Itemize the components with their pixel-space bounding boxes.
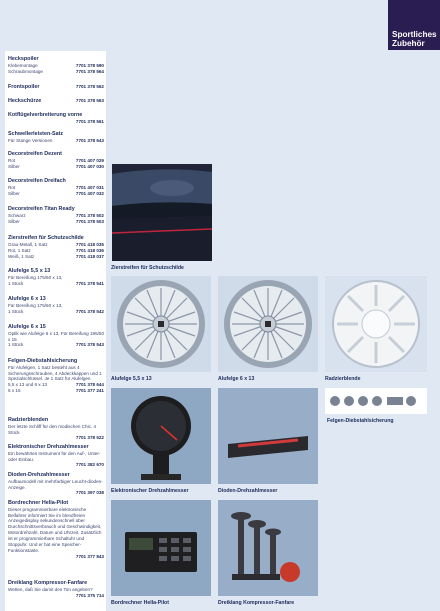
list-row: 1 Stück 7701 378 542: [8, 308, 104, 314]
category-title-line1: Sportliches: [392, 30, 437, 39]
list-row: Rot, 1 Satz 7701 418 036: [8, 247, 104, 253]
list-row: 1 Stück 7701 378 543: [8, 342, 104, 348]
section-title: Zierstreifen für Schutzschilde: [8, 235, 84, 241]
caption-felgenschloss: Felgen-Diebstahlsicherung: [327, 418, 394, 424]
section-title: Schwellerleisten-Satz: [8, 131, 64, 137]
caption-radzierblende: Radzierblende: [325, 376, 361, 382]
section-title: Dreiklang Kompressor-Fanfare: [8, 580, 88, 586]
list-row: 7701 397 038: [75, 490, 104, 496]
section-text: Aufbaumodell mit mehrfarbiger Leucht-dioden-Anzeige.: [8, 478, 103, 490]
section-title: Alufelge 6 x 13: [8, 296, 46, 302]
caption-hella-pilot: Bordrechner Hella-Pilot: [111, 600, 169, 606]
section-decor-dezent: [8, 151, 104, 170]
section-kotfluegel: [8, 112, 104, 125]
list-row: 7701 378 522: [75, 435, 104, 441]
list-row: 7701 382 670: [75, 462, 104, 468]
section-title: Decorstreifen Dreifach: [8, 178, 66, 184]
caption-alufelge-6: Alufelge 6 x 13: [218, 376, 255, 382]
section-hella-pilot: [8, 500, 104, 560]
section-title: Decorstreifen Titan Ready: [8, 206, 75, 212]
section-text: Ein bewährtes Instrument für den Auf-, Unter- oder Einbau.: [8, 450, 101, 462]
caption-dioden-drehzahlmesser: Dioden-Drehzahlmesser: [218, 488, 278, 494]
photo-alufelge-6: [218, 276, 318, 372]
section-heckspoiler: [8, 56, 104, 75]
photo-fanfare: [218, 500, 318, 596]
section-text: Optik wie Alufelge 6 x 13, Für Bereifung 195/50 x 15: [8, 330, 105, 342]
photo-felgenschloss: [325, 388, 427, 414]
caption-alufelge-55: Alufelge 5,5 x 13: [111, 376, 152, 382]
list-row: Grau-Metall, 1 Satz 7701 418 035: [8, 241, 104, 247]
section-title: Heckspoiler: [8, 56, 39, 62]
list-row: 7701 375 714: [75, 592, 104, 598]
photo-hella-pilot: [111, 500, 211, 596]
section-title: Alufelge 5,5 x 13: [8, 268, 51, 274]
section-alufelge-615: [8, 324, 104, 349]
section-title: Dioden-Drehzahlmesser: [8, 472, 70, 478]
section-diebstahlsicherung: [8, 358, 104, 395]
section-title: Elektronischer Drehzahlmesser: [8, 444, 89, 450]
list-row: Schwarz 7701 378 502: [8, 212, 104, 218]
section-title: Radzierblenden: [8, 417, 49, 423]
section-decor-dreifach: [8, 178, 104, 197]
list-row: 7701 377 843: [75, 553, 104, 559]
section-frontspoiler: [8, 84, 104, 91]
section-text: Der letzte Schliff für den modischen Chic. 4 Stück: [8, 423, 97, 435]
list-row: Silber 7701 407 030: [8, 163, 104, 169]
section-decor-titan: [8, 206, 104, 225]
section-dioden-drehzahlmesser: [8, 472, 104, 497]
section-alufelge-55: [8, 268, 104, 287]
caption-el-drehzahlmesser: Elektronischer Drehzahlmesser: [111, 488, 189, 494]
list-row: Frontspoiler 7701 378 562: [8, 84, 104, 90]
list-row: Klebemontage 7701 378 590: [8, 62, 104, 68]
list-row: Rot 7701 407 029: [8, 157, 104, 163]
section-fanfare: [8, 580, 104, 599]
list-row: Heckschürze 7701 378 563: [8, 98, 104, 104]
section-schweller: [8, 131, 104, 144]
section-title: Kotflügelverbreiterung vorne: [8, 112, 83, 118]
section-title: Alufelge 6 x 15: [8, 324, 46, 330]
list-row: Silber 7701 378 503: [8, 218, 104, 224]
list-row: 5,5 x 13 und 6 x 13 7701 378 644: [8, 382, 104, 388]
category-title-line2: Zubehör: [392, 39, 425, 48]
section-heckschuerze: [8, 98, 104, 105]
category-tab: [388, 0, 440, 50]
section-text: Für Bereifung 175/60 x 13,: [8, 274, 63, 280]
list-row: Für Stange Versionen 7701 378 643: [8, 137, 104, 143]
caption-zierstreifen: Zierstreifen für Schutzschilde: [111, 265, 184, 271]
caption-fanfare: Dreiklang Kompressor-Fanfare: [218, 600, 295, 606]
section-alufelge-6: [8, 296, 104, 315]
section-radzierblenden: [8, 417, 104, 442]
section-title: Decorstreifen Dezent: [8, 151, 62, 157]
photo-radzierblende: [325, 276, 427, 372]
section-el-drehzahlmesser: [8, 444, 104, 469]
section-zierstreifen: [8, 235, 104, 260]
section-title: Bordrechner Hella-Pilot: [8, 500, 69, 506]
section-title: Felgen-Diebstahlsicherung: [8, 358, 78, 364]
photo-alufelge-55: [111, 276, 211, 372]
photo-el-drehzahlmesser: [111, 388, 211, 484]
list-row: Weiß, 1 Satz 7701 418 037: [8, 253, 104, 259]
section-text: Wetten, daß Sie damit den Ton angeben?: [8, 586, 93, 592]
list-row: 6 x 15 7701 377 241: [8, 388, 104, 394]
list-row: 1 Stück 7701 378 541: [8, 280, 104, 286]
photo-dioden-drehzahlmesser: [218, 388, 318, 484]
section-text: Für Alufelgen, 1 Satz besteht aus 4 Sicherungsschrauben, 4 Abdeckkappen und 1 Spezialschlüssel. Je 1 Satz für Alufelgen: [8, 364, 102, 382]
list-row: Rot 7701 407 031: [8, 184, 104, 190]
section-text: Dieser programmierbare elektronische Beifahrer informiert Sie im blendfreien Anzeigedisplay sekundenschnell über Durchschnittsverbrauch und Geschwindigkeit, Motordrehzahl, Datum und Uhrzeit. Zusätzlich ist er programmierbare Schaltuhr und Stoppuhr. Und er hat eine Speicher-Funktionstaste.: [8, 506, 102, 553]
list-row: Silber 7701 407 032: [8, 190, 104, 196]
list-row: 7701 378 561: [75, 118, 104, 124]
photo-zierstreifen: [112, 164, 212, 261]
section-text: Für Bereifung 175/60 x 13,: [8, 302, 63, 308]
list-row: Schraubmontage 7701 378 564: [8, 68, 104, 74]
